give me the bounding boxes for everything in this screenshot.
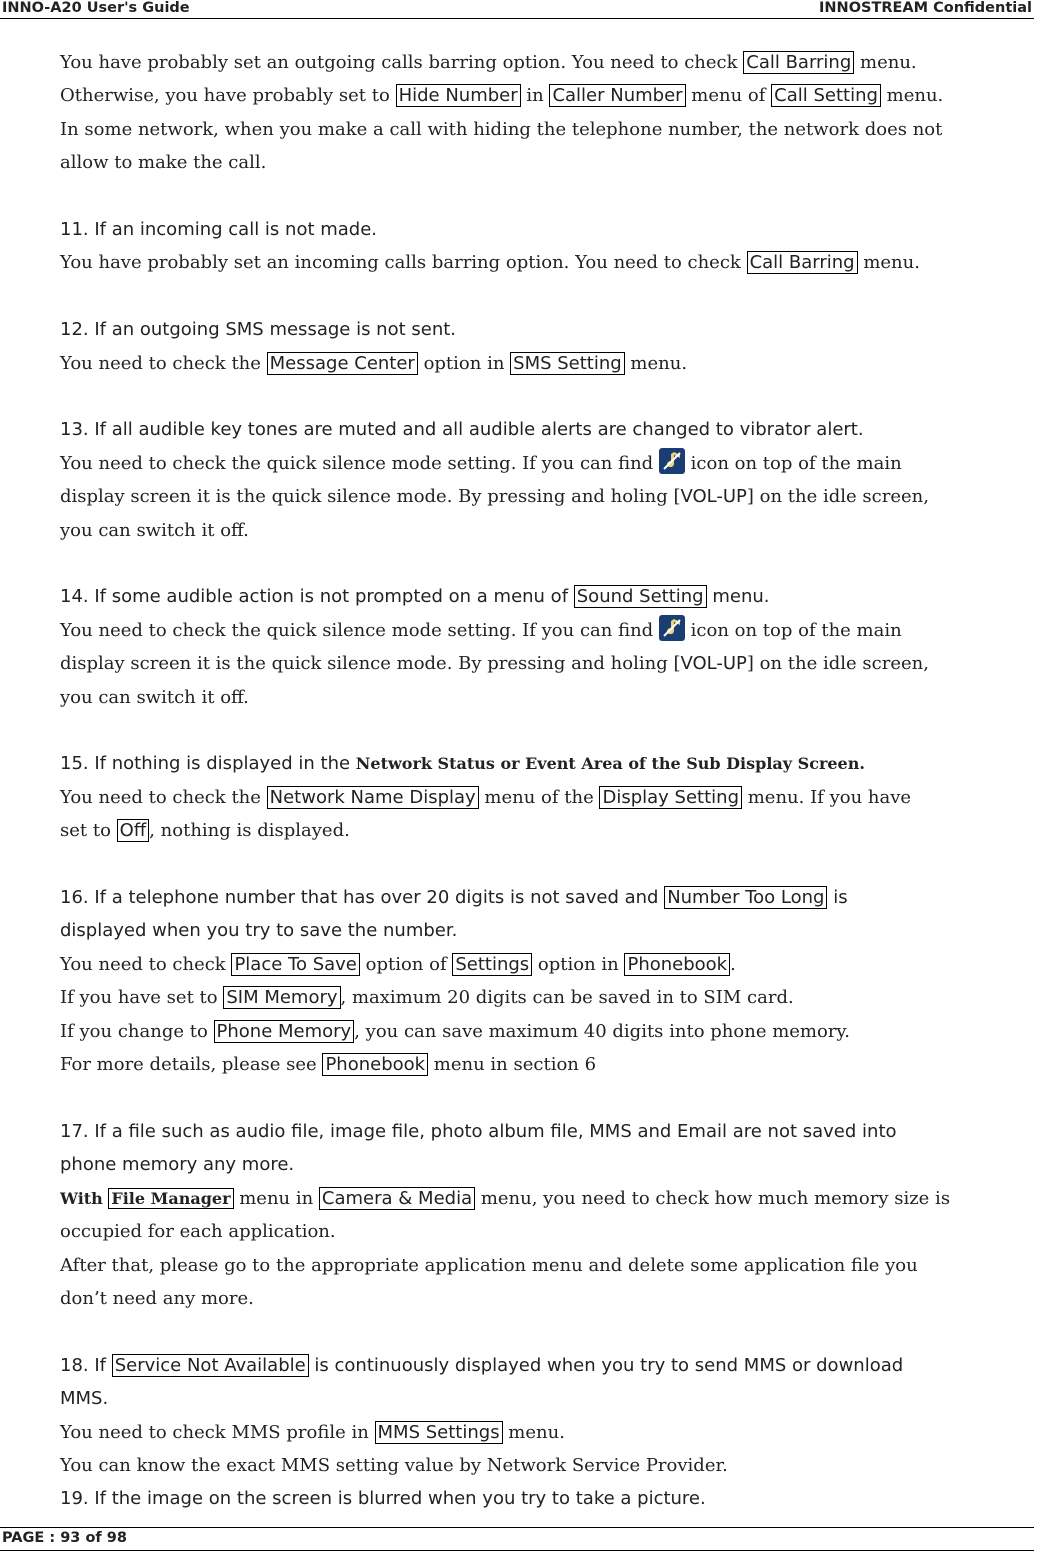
menu-ref-call-barring: Call Barring <box>747 251 858 274</box>
section-18-heading-line-2: MMS. <box>60 1388 109 1410</box>
menu-ref-display-setting: Display Setting <box>599 786 742 809</box>
text: You need to check <box>60 953 232 975</box>
text: icon on top of the main <box>684 452 902 474</box>
section-13-line-3: you can switch it off. <box>60 519 249 541</box>
section-18-line-1 <box>60 1416 1038 1449</box>
text: Network Status or Event Area of the Sub Display Screen. <box>355 754 865 774</box>
intro-line-2 <box>60 79 1038 112</box>
quick-silence-icon <box>659 448 685 474</box>
spacer <box>60 714 1038 747</box>
text: in <box>520 85 550 107</box>
spacer <box>60 547 1038 580</box>
menu-ref-call-setting: Call Setting <box>771 84 881 107</box>
text: You need to check the quick silence mode setting. If you can find <box>60 452 659 474</box>
intro-line-1 <box>60 46 1038 79</box>
page-number: PAGE : 93 of 98 <box>2 1530 127 1546</box>
text: menu. <box>624 352 688 374</box>
section-16-heading-line-2: displayed when you try to save the number. <box>60 920 458 942</box>
text: menu. <box>502 1421 565 1443</box>
text: You need to check the <box>60 352 267 374</box>
header-confidential: INNOSTREAM Confidential <box>819 0 1032 16</box>
text: menu, you need to check how much memory size is <box>475 1187 951 1209</box>
text: is <box>827 887 848 909</box>
intro-line-3: In some network, when you make a call with hiding the telephone number, the network does not <box>60 118 943 140</box>
text: menu of the <box>478 786 600 808</box>
section-16-heading <box>60 881 1038 914</box>
section-12-line-1 <box>60 347 1038 380</box>
text: ] on the idle screen, <box>746 486 929 508</box>
text: menu of <box>685 85 772 107</box>
text: You need to check MMS profile in <box>60 1421 375 1443</box>
text: , you can save maximum 40 digits into phone memory. <box>354 1020 850 1042</box>
quick-silence-icon <box>659 615 685 641</box>
text: For more details, please see <box>60 1054 323 1076</box>
menu-ref-sms-setting: SMS Setting <box>510 352 625 375</box>
menu-ref-file-manager: File Manager <box>108 1188 233 1209</box>
text: With <box>60 1188 109 1208</box>
text: . <box>730 953 736 975</box>
text: menu. <box>706 586 770 608</box>
menu-ref-hide-number: Hide Number <box>396 84 521 107</box>
text: You have probably set an incoming calls barring option. You need to check <box>60 252 747 274</box>
section-17-line-1 <box>60 1182 1038 1215</box>
section-17-line-3: After that, please go to the appropriate application menu and delete some application file you <box>60 1254 918 1276</box>
menu-ref-call-barring: Call Barring <box>743 51 854 74</box>
section-17-heading: 17. If a file such as audio file, image file, photo album file, MMS and Email are not saved into <box>60 1120 897 1142</box>
menu-ref-place-to-save: Place To Save <box>231 953 359 976</box>
spacer <box>60 380 1038 413</box>
menu-ref-service-not-available: Service Not Available <box>112 1354 309 1377</box>
text: is continuously displayed when you try to send MMS or download <box>308 1354 904 1376</box>
text: option in <box>532 953 625 975</box>
intro-line-4: allow to make the call. <box>60 152 267 174</box>
menu-ref-caller-number: Caller Number <box>549 84 685 107</box>
key-vol-up: VOL-UP <box>680 653 747 675</box>
spacer <box>60 1082 1038 1115</box>
text: option in <box>417 352 511 374</box>
section-11-line-1 <box>60 246 1038 279</box>
menu-ref-sim-memory: SIM Memory <box>223 986 340 1009</box>
menu-ref-settings: Settings <box>452 953 532 976</box>
text: If you change to <box>60 1020 214 1042</box>
text: menu. <box>854 52 917 73</box>
section-15-line-2 <box>60 814 1038 847</box>
page-footer <box>0 1527 1034 1551</box>
text: display screen it is the quick silence mode. By pressing and holing [ <box>60 653 681 675</box>
text: Otherwise, you have probably set to <box>60 85 396 107</box>
text: You need to check the <box>60 786 267 808</box>
section-16-line-1 <box>60 948 1038 981</box>
text: You have probably set an outgoing calls barring option. You need to check <box>60 52 744 73</box>
text: ] on the idle screen, <box>746 653 929 675</box>
page-header <box>0 0 1034 19</box>
section-17-line-4: don’t need any more. <box>60 1287 254 1309</box>
text: set to <box>60 820 117 842</box>
text: menu. <box>880 85 944 107</box>
section-14-line-2 <box>60 647 1038 680</box>
text: 15. If nothing is displayed in the <box>60 753 356 775</box>
section-17-heading-line-2: phone memory any more. <box>60 1154 295 1176</box>
section-11-heading: 11. If an incoming call is not made. <box>60 219 378 241</box>
section-15-line-1 <box>60 781 1038 814</box>
spacer <box>60 280 1038 313</box>
section-14-line-1 <box>60 614 1038 647</box>
spacer <box>60 1315 1038 1348</box>
text: menu. <box>857 252 920 274</box>
section-17-line-2: occupied for each application. <box>60 1221 336 1243</box>
text: icon on top of the main <box>684 619 902 641</box>
section-12-heading: 12. If an outgoing SMS message is not sent. <box>60 319 457 341</box>
menu-ref-phonebook: Phonebook <box>322 1053 428 1076</box>
text: 14. If some audible action is not prompted on a menu of <box>60 586 574 608</box>
section-18-line-2: You can know the exact MMS setting value by Network Service Provider. <box>60 1454 728 1476</box>
menu-ref-sound-setting: Sound Setting <box>574 585 707 608</box>
section-13-line-2 <box>60 480 1038 513</box>
text: display screen it is the quick silence mode. By pressing and holing [ <box>60 486 681 508</box>
section-13-heading: 13. If all audible key tones are muted and all audible alerts are changed to vibrator alert. <box>60 419 864 441</box>
menu-ref-message-center: Message Center <box>267 352 418 375</box>
menu-ref-mms-settings: MMS Settings <box>375 1421 503 1444</box>
section-13-line-1 <box>60 447 1038 480</box>
menu-ref-camera-media: Camera & Media <box>319 1187 475 1210</box>
text: 16. If a telephone number that has over 20 digits is not saved and <box>60 887 665 909</box>
header-title: INNO-A20 User's Guide <box>2 0 190 16</box>
spacer <box>60 180 1038 213</box>
menu-ref-phonebook: Phonebook <box>624 953 730 976</box>
text: , maximum 20 digits can be saved in to SIM card. <box>340 987 794 1009</box>
text: 18. If <box>60 1354 112 1376</box>
menu-ref-number-too-long: Number Too Long <box>664 886 827 909</box>
section-16-line-2 <box>60 981 1038 1014</box>
section-14-heading <box>60 580 1038 613</box>
section-18-heading <box>60 1349 1038 1382</box>
menu-ref-phone-memory: Phone Memory <box>214 1020 355 1043</box>
section-19-heading: 19. If the image on the screen is blurred when you try to take a picture. <box>60 1488 706 1510</box>
section-16-line-3 <box>60 1015 1038 1048</box>
section-15-heading <box>60 747 1038 780</box>
text: menu. If you have <box>742 786 912 808</box>
key-vol-up: VOL-UP <box>680 486 747 508</box>
text: menu in <box>233 1187 319 1209</box>
text: You need to check the quick silence mode setting. If you can find <box>60 619 659 641</box>
text: menu in section 6 <box>428 1054 597 1076</box>
document-body <box>60 46 1038 1516</box>
section-14-line-3: you can switch it off. <box>60 686 249 708</box>
menu-ref-off: Off <box>117 819 150 842</box>
text: , nothing is displayed. <box>149 820 350 842</box>
section-16-line-4 <box>60 1048 1038 1081</box>
spacer <box>60 848 1038 881</box>
text: option of <box>359 953 453 975</box>
menu-ref-network-name-display: Network Name Display <box>267 786 479 809</box>
text: If you have set to <box>60 987 224 1009</box>
